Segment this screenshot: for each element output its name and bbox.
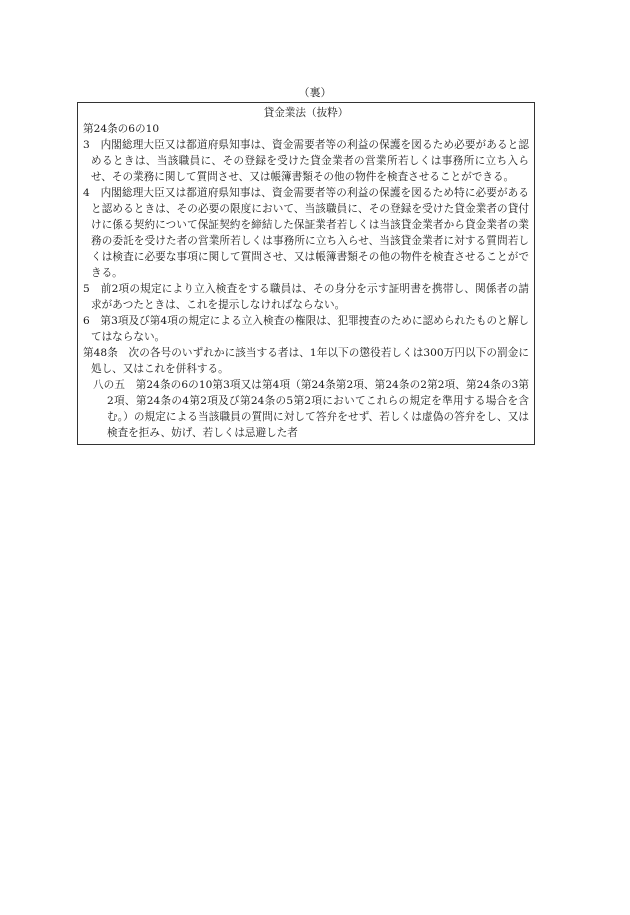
paragraph-4: 4 内閣総理大臣又は都道府県知事は、資金需要者等の利益の保護を図るため特に必要があると認めるときは、その必要の限度において、当該職員に、その登録を受けた貸金業者の貸付けに係る契約について保証契約を締結した保証業者若しくは当該貸金業者から貸金業者の業務の委託を受けた者の営業所若しくは事務所に立ち入らせ、当該貸金業者に対する質問若しくは検査に必要な事項に関して質問させ、又は帳簿書類その他の物件を検査させることができる。 [83, 187, 529, 279]
law-excerpt-box [77, 102, 535, 445]
article-24-6-10-heading: 第24条の6の10 [83, 123, 160, 135]
paragraph-5: 5 前2項の規定により立入検査をする職員は、その身分を示す証明書を携帯し、関係者の請求があつたときは、これを提示しなければならない。 [83, 283, 529, 311]
page-side-label: （裏） [298, 86, 332, 99]
excerpt-title: 貸金業法（抜粋） [263, 107, 349, 119]
article-48-item-8-5: 八の五 第24条の6の10第3項又は第4項（第24条第2項、第24条の2第2項、第24条の3第2項、第24条の4第2項及び第24条の5第2項においてこれらの規定を準用する場合を含む。）の規定による当該職員の質問に対して答弁をせず、若しくは虚偽の答弁をし、又は検査を拒み、妨げ、若しくは忌避した者 [93, 379, 529, 439]
paragraph-6: 6 第3項及び第4項の規定による立入検査の権限は、犯罪捜査のために認められたものと解してはならない。 [83, 315, 529, 343]
paragraph-3: 3 内閣総理大臣又は都道府県知事は、資金需要者等の利益の保護を図るため必要があると認めるときは、当該職員に、その登録を受けた貸金業者の営業所若しくは事務所に立ち入らせ、その業務に関して質問させ、又は帳簿書類その他の物件を検査させることができる。 [83, 139, 529, 183]
article-48-text: 第48条 次の各号のいずれかに該当する者は、1年以下の懲役若しくは300万円以下の罰金に処し、又はこれを併科する。 [83, 347, 529, 375]
